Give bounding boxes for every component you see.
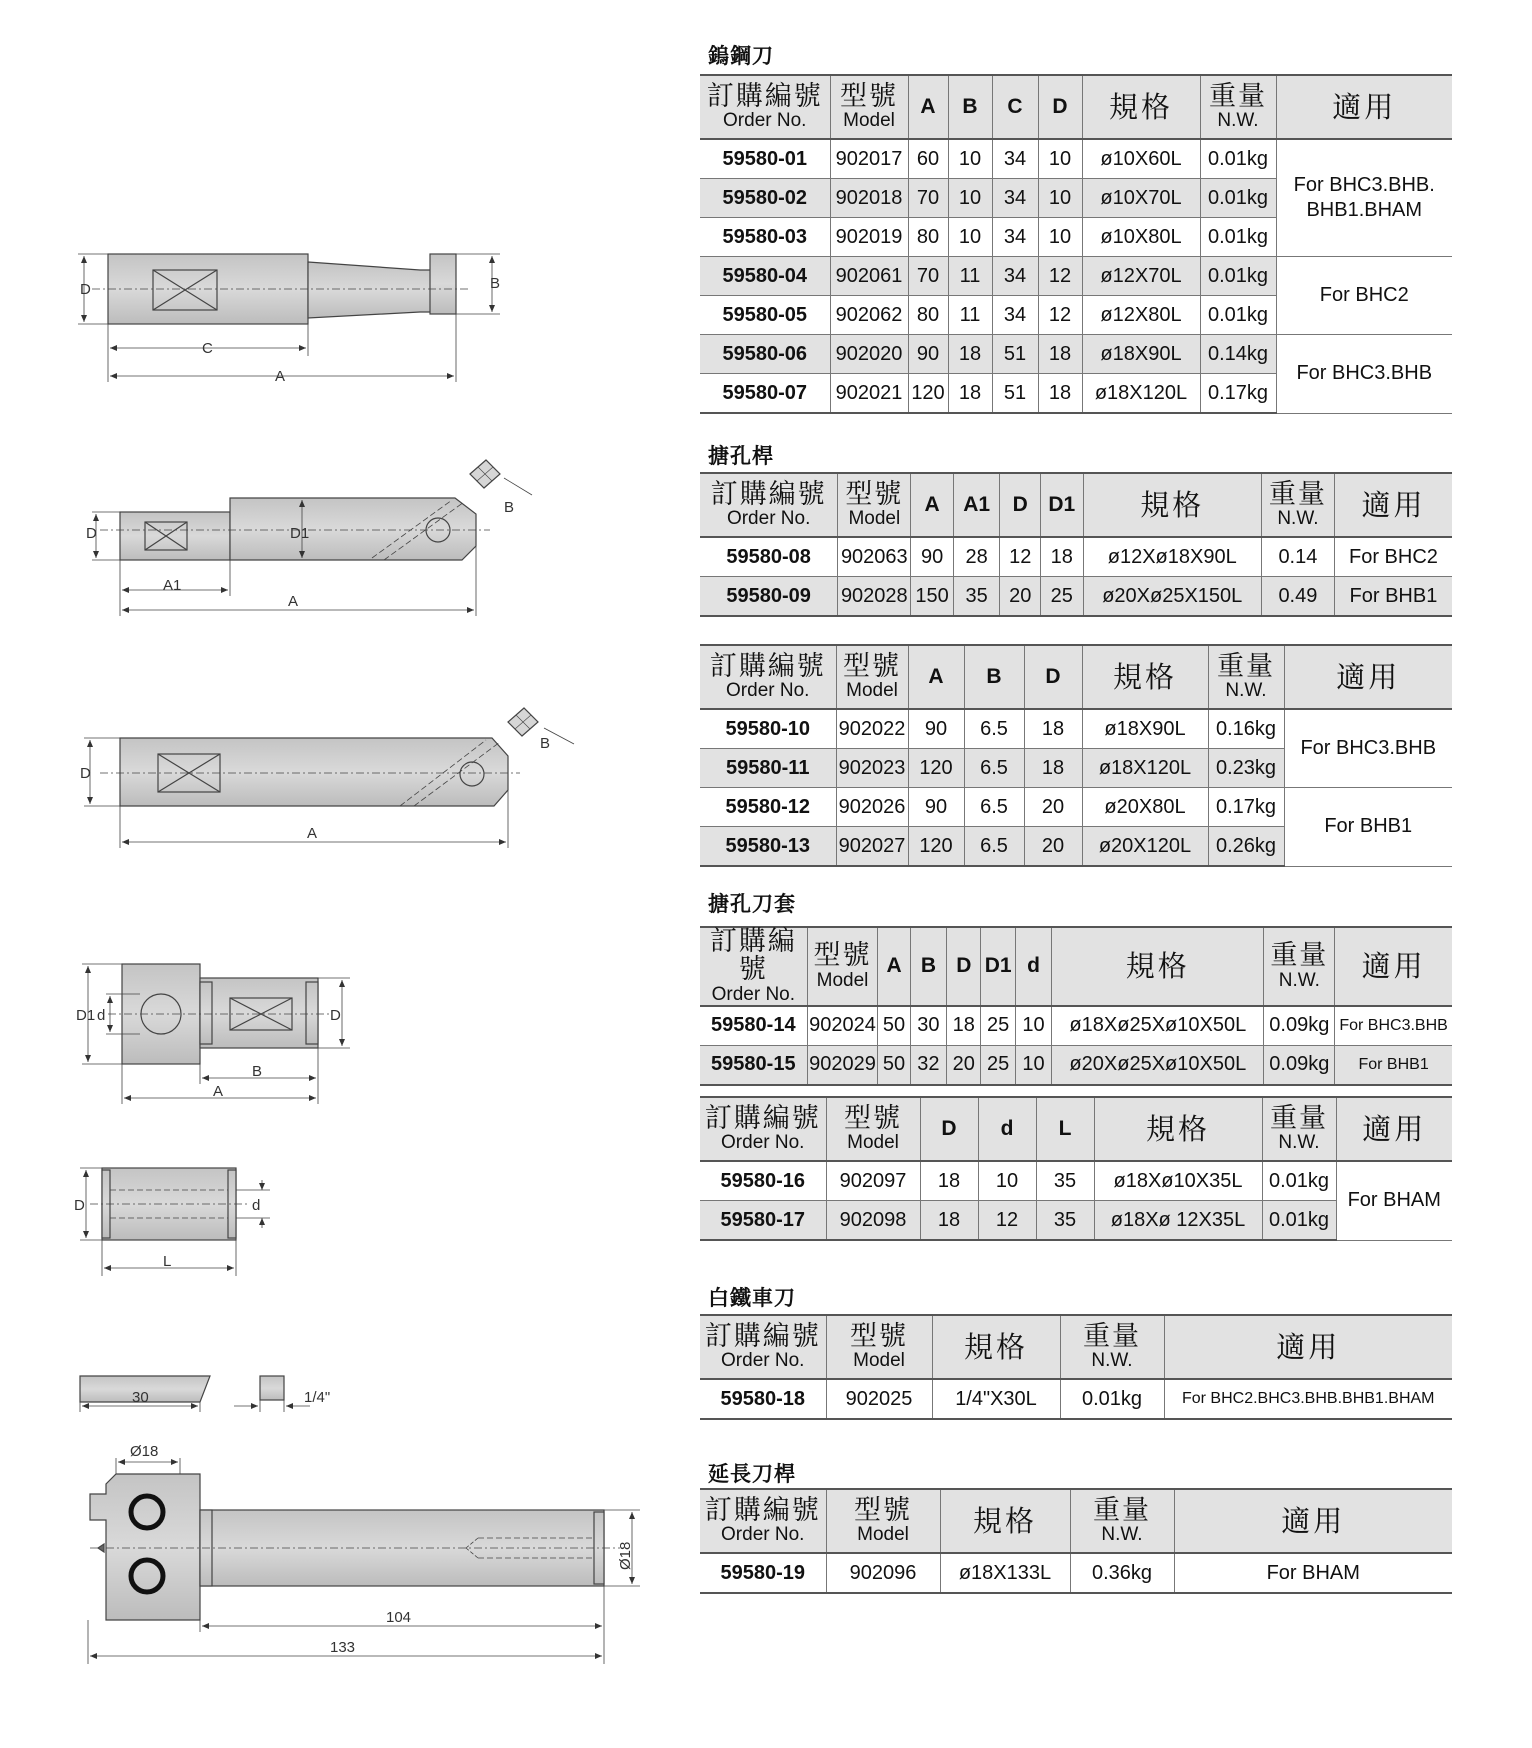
table-boring-bar-2: [700, 644, 1452, 867]
cell-weight: 0.01kg: [1262, 1201, 1336, 1241]
model-no: 902098: [826, 1201, 920, 1241]
cell-c: 51: [992, 335, 1038, 374]
col-d: D: [1038, 75, 1082, 139]
col-model: 型號 Model: [830, 75, 908, 139]
col-weight: 重量 N.W.: [1208, 645, 1284, 709]
col-apply: 適用: [1284, 645, 1452, 709]
order-no: 59580-15: [700, 1045, 807, 1085]
col-d1: D1: [981, 927, 1015, 1006]
dim-label: A1: [163, 577, 182, 594]
cell-weight: 0.26kg: [1208, 827, 1284, 867]
cell-apply: For BHAM: [1174, 1553, 1452, 1593]
cell-l: 35: [1036, 1201, 1094, 1241]
cell-a: 80: [908, 218, 948, 257]
table-row: [700, 1553, 1452, 1593]
col-d: D: [1000, 473, 1041, 537]
table-header: [700, 1097, 1452, 1161]
order-no: 59580-01: [700, 139, 830, 179]
cell-dd: 10: [978, 1161, 1036, 1201]
model-no: 902026: [836, 788, 908, 827]
table-row: [700, 537, 1452, 577]
dim-label: A: [275, 368, 286, 385]
cell-c: 34: [992, 296, 1038, 335]
col-model: 型號 Model: [838, 473, 911, 537]
cell-d1: 25: [1041, 577, 1084, 617]
cell-d: 12: [1000, 537, 1041, 577]
cell-dd: 12: [978, 1201, 1036, 1241]
order-no: 59580-12: [700, 788, 836, 827]
cell-spec: ø20Xø25Xø10X50L: [1052, 1045, 1264, 1085]
cell-dd: 10: [1015, 1006, 1051, 1046]
table-extension-shank: [700, 1488, 1452, 1594]
col-order: 訂購編號 Order No.: [700, 645, 836, 709]
order-no: 59580-18: [700, 1379, 826, 1419]
model-no: 902061: [830, 257, 908, 296]
col-d: D: [1024, 645, 1082, 709]
order-no: 59580-07: [700, 374, 830, 414]
cell-weight: 0.01kg: [1200, 257, 1276, 296]
order-no: 59580-16: [700, 1161, 826, 1201]
drawing-tool-bit: [80, 1376, 310, 1412]
cell-a: 120: [908, 749, 964, 788]
cell-b: 30: [910, 1006, 946, 1046]
section-title-tungsten: 鎢鋼刀: [708, 44, 774, 68]
cell-spec: ø18X120L: [1082, 749, 1208, 788]
cell-l: 35: [1036, 1161, 1094, 1201]
cell-b: 32: [910, 1045, 946, 1085]
cell-spec: ø18X90L: [1082, 709, 1208, 749]
order-no: 59580-19: [700, 1553, 826, 1593]
cell-spec: ø20Xø25X150L: [1083, 577, 1261, 617]
cell-spec: 1/4"X30L: [932, 1379, 1060, 1419]
cell-b: 10: [948, 139, 992, 179]
table-tungsten-tool: [700, 74, 1452, 414]
drawing-boring-bar-straight: [84, 708, 574, 848]
col-l: L: [1036, 1097, 1094, 1161]
model-no: 902019: [830, 218, 908, 257]
col-a: A: [908, 75, 948, 139]
cell-spec: ø10X80L: [1082, 218, 1200, 257]
cell-a: 90: [908, 788, 964, 827]
col-order: 訂購編號 Order No.: [700, 75, 830, 139]
cell-spec: ø18X120L: [1082, 374, 1200, 414]
table-row: [700, 709, 1452, 749]
cell-a: 90: [908, 335, 948, 374]
dim-label: A: [213, 1083, 224, 1100]
cell-apply: For BHC2: [1276, 257, 1452, 335]
cell-d: 18: [1038, 335, 1082, 374]
col-weight: 重量 N.W.: [1261, 473, 1334, 537]
table-header: [700, 1489, 1452, 1553]
col-apply: 適用: [1335, 927, 1452, 1006]
col-model: 型號 Model: [836, 645, 908, 709]
drawing-small-sleeve: [80, 1168, 270, 1276]
cell-weight: 0.17kg: [1208, 788, 1284, 827]
table-header: [700, 1315, 1452, 1379]
col-model: 型號 Model: [826, 1097, 920, 1161]
cell-weight: 0.14kg: [1200, 335, 1276, 374]
cell-a: 60: [908, 139, 948, 179]
model-no: 902022: [836, 709, 908, 749]
dim-label: C: [202, 340, 213, 357]
cell-d1: 18: [1041, 537, 1084, 577]
col-weight: 重量 N.W.: [1060, 1315, 1164, 1379]
cell-d1: 25: [981, 1006, 1015, 1046]
col-dd: d: [978, 1097, 1036, 1161]
cell-weight: 0.09kg: [1264, 1006, 1335, 1046]
order-no: 59580-08: [700, 537, 838, 577]
section-title-boring-sleeve: 搪孔刀套: [708, 892, 796, 916]
cell-apply: For BHB1: [1284, 788, 1452, 867]
cell-dd: 10: [1015, 1045, 1051, 1085]
cell-a: 70: [908, 179, 948, 218]
dim-label: D: [80, 281, 91, 298]
table-boring-bar: [700, 472, 1452, 617]
dim-label: B: [504, 499, 515, 516]
dim-label: Ø18: [130, 1443, 159, 1460]
col-order: 訂購編號 Order No.: [700, 1489, 826, 1553]
table-row: [700, 1045, 1452, 1085]
cell-spec: ø10X70L: [1082, 179, 1200, 218]
cell-weight: 0.49: [1261, 577, 1334, 617]
section-title-extension-shank: 延長刀桿: [708, 1462, 796, 1486]
cell-d: 18: [1038, 374, 1082, 414]
col-spec: 規格: [1052, 927, 1264, 1006]
col-apply: 適用: [1174, 1489, 1452, 1553]
cell-d: 20: [1000, 577, 1041, 617]
cell-b: 18: [948, 335, 992, 374]
dim-label: D: [74, 1197, 85, 1214]
cell-weight: 0.36kg: [1070, 1553, 1174, 1593]
col-a: A: [878, 927, 910, 1006]
dim-label: B: [540, 735, 551, 752]
cell-d: 18: [947, 1006, 981, 1046]
table-header: [700, 927, 1452, 1006]
cell-b: 18: [948, 374, 992, 414]
model-no: 902025: [826, 1379, 932, 1419]
cell-b: 6.5: [964, 709, 1024, 749]
cell-spec: ø12X80L: [1082, 296, 1200, 335]
order-no: 59580-13: [700, 827, 836, 867]
model-no: 902024: [807, 1006, 878, 1046]
section-title-boring-bar: 搪孔桿: [708, 444, 774, 468]
col-apply: 適用: [1164, 1315, 1452, 1379]
dim-label: d: [97, 1007, 106, 1024]
model-no: 902017: [830, 139, 908, 179]
table-row: [700, 1006, 1452, 1046]
col-spec: 規格: [1094, 1097, 1262, 1161]
table-hss-tool: [700, 1314, 1452, 1420]
col-model: 型號 Model: [807, 927, 878, 1006]
col-d: D: [920, 1097, 978, 1161]
model-no: 902018: [830, 179, 908, 218]
cell-c: 51: [992, 374, 1038, 414]
cell-weight: 0.01kg: [1200, 179, 1276, 218]
cell-spec: ø18X90L: [1082, 335, 1200, 374]
table-row: [700, 1161, 1452, 1201]
cell-apply: For BHC2: [1334, 537, 1452, 577]
table-row: [700, 577, 1452, 617]
cell-d1: 25: [981, 1045, 1015, 1085]
cell-b: 11: [948, 257, 992, 296]
cell-apply: For BHC3.BHB. BHB1.BHAM: [1276, 139, 1452, 257]
cell-d: 20: [1024, 827, 1082, 867]
dim-label: 1/4": [304, 1389, 331, 1406]
cell-d: 10: [1038, 179, 1082, 218]
order-no: 59580-05: [700, 296, 830, 335]
cell-weight: 0.17kg: [1200, 374, 1276, 414]
cell-d: 18: [920, 1201, 978, 1241]
col-spec: 規格: [1083, 473, 1261, 537]
order-no: 59580-11: [700, 749, 836, 788]
order-no: 59580-02: [700, 179, 830, 218]
cell-apply: For BHB1: [1335, 1045, 1452, 1085]
dim-label: d: [252, 1197, 261, 1214]
cell-spec: ø20X80L: [1082, 788, 1208, 827]
cell-apply: For BHC2.BHC3.BHB.BHB1.BHAM: [1164, 1379, 1452, 1419]
cell-spec: ø18Xø25Xø10X50L: [1052, 1006, 1264, 1046]
table-header: [700, 645, 1452, 709]
table-sleeve: [700, 1096, 1452, 1241]
cell-spec: ø18X133L: [940, 1553, 1070, 1593]
cell-b: 11: [948, 296, 992, 335]
col-d1: D1: [1041, 473, 1084, 537]
table-row: [700, 139, 1452, 179]
col-weight: 重量 N.W.: [1262, 1097, 1336, 1161]
dim-label: Ø18: [617, 1541, 634, 1570]
cell-spec: ø10X60L: [1082, 139, 1200, 179]
col-apply: 適用: [1336, 1097, 1452, 1161]
cell-d: 18: [1024, 749, 1082, 788]
order-no: 59580-10: [700, 709, 836, 749]
model-no: 902020: [830, 335, 908, 374]
col-a: A: [908, 645, 964, 709]
technical-drawings: [0, 0, 690, 1748]
cell-apply: For BHC3.BHB: [1284, 709, 1452, 788]
cell-a: 90: [911, 537, 954, 577]
cell-weight: 0.09kg: [1264, 1045, 1335, 1085]
cell-c: 34: [992, 257, 1038, 296]
cell-d: 20: [947, 1045, 981, 1085]
dim-label: D: [330, 1007, 341, 1024]
dim-label: L: [163, 1253, 172, 1270]
dim-label: B: [490, 275, 501, 292]
cell-spec: ø20X120L: [1082, 827, 1208, 867]
col-order: 訂購編號 Order No.: [700, 1097, 826, 1161]
cell-apply: For BHC3.BHB: [1335, 1006, 1452, 1046]
col-spec: 規格: [1082, 645, 1208, 709]
table-row: [700, 257, 1452, 296]
order-no: 59580-17: [700, 1201, 826, 1241]
cell-b: 10: [948, 218, 992, 257]
col-apply: 適用: [1334, 473, 1452, 537]
col-weight: 重量 N.W.: [1200, 75, 1276, 139]
cell-a: 80: [908, 296, 948, 335]
order-no: 59580-06: [700, 335, 830, 374]
model-no: 902027: [836, 827, 908, 867]
col-order: 訂購編號 Order No.: [700, 927, 807, 1006]
model-no: 902063: [838, 537, 911, 577]
dim-label: D1: [76, 1007, 96, 1024]
cell-a: 120: [908, 827, 964, 867]
cell-a: 150: [911, 577, 954, 617]
dim-label: D: [86, 525, 97, 542]
col-d: D: [947, 927, 981, 1006]
table-row: [700, 1379, 1452, 1419]
dim-label: 30: [132, 1389, 149, 1406]
model-no: 902029: [807, 1045, 878, 1085]
dim-label: D: [80, 765, 91, 782]
cell-a1: 28: [953, 537, 1000, 577]
cell-weight: 0.14: [1261, 537, 1334, 577]
cell-weight: 0.01kg: [1200, 296, 1276, 335]
cell-c: 34: [992, 179, 1038, 218]
cell-apply: For BHB1: [1334, 577, 1452, 617]
drawing-extension-shank: [88, 1458, 640, 1664]
table-boring-sleeve: [700, 926, 1452, 1086]
cell-c: 34: [992, 139, 1038, 179]
col-c: C: [992, 75, 1038, 139]
cell-weight: 0.23kg: [1208, 749, 1284, 788]
cell-d: 20: [1024, 788, 1082, 827]
model-no: 902096: [826, 1553, 940, 1593]
cell-weight: 0.01kg: [1060, 1379, 1164, 1419]
col-a1: A1: [953, 473, 1000, 537]
model-no: 902062: [830, 296, 908, 335]
cell-d: 12: [1038, 257, 1082, 296]
cell-spec: ø12X70L: [1082, 257, 1200, 296]
cell-b: 10: [948, 179, 992, 218]
cell-d: 12: [1038, 296, 1082, 335]
dim-label: B: [252, 1063, 263, 1080]
col-dd: d: [1015, 927, 1051, 1006]
col-b: B: [948, 75, 992, 139]
col-model: 型號 Model: [826, 1315, 932, 1379]
dim-label: D1: [290, 525, 310, 542]
cell-spec: ø18Xø10X35L: [1094, 1161, 1262, 1201]
order-no: 59580-14: [700, 1006, 807, 1046]
cell-d: 18: [1024, 709, 1082, 749]
drawing-tungsten-tool: [78, 254, 500, 382]
order-no: 59580-03: [700, 218, 830, 257]
col-weight: 重量 N.W.: [1264, 927, 1335, 1006]
cell-spec: ø12Xø18X90L: [1083, 537, 1261, 577]
col-b: B: [964, 645, 1024, 709]
dim-label: 104: [386, 1609, 412, 1626]
col-a: A: [911, 473, 954, 537]
col-order: 訂購編號 Order No.: [700, 1315, 826, 1379]
cell-a: 50: [878, 1006, 910, 1046]
col-spec: 規格: [932, 1315, 1060, 1379]
dim-label: 133: [330, 1639, 356, 1656]
cell-d: 10: [1038, 139, 1082, 179]
col-model: 型號 Model: [826, 1489, 940, 1553]
cell-weight: 0.01kg: [1262, 1161, 1336, 1201]
order-no: 59580-04: [700, 257, 830, 296]
cell-b: 6.5: [964, 827, 1024, 867]
section-title-hss-tool: 白鐵車刀: [708, 1286, 796, 1310]
cell-weight: 0.01kg: [1200, 139, 1276, 179]
table-row: [700, 788, 1452, 827]
col-order: 訂購編號 Order No.: [700, 473, 838, 537]
cell-a: 90: [908, 709, 964, 749]
cell-weight: 0.16kg: [1208, 709, 1284, 749]
cell-a: 120: [908, 374, 948, 414]
dim-label: A: [288, 593, 299, 610]
col-b: B: [910, 927, 946, 1006]
cell-weight: 0.01kg: [1200, 218, 1276, 257]
model-no: 902097: [826, 1161, 920, 1201]
cell-c: 34: [992, 218, 1038, 257]
cell-apply: For BHAM: [1336, 1161, 1452, 1240]
cell-d: 18: [920, 1161, 978, 1201]
table-header: [700, 75, 1452, 139]
model-no: 902023: [836, 749, 908, 788]
drawing-boring-bar: [92, 460, 532, 616]
cell-a1: 35: [953, 577, 1000, 617]
order-no: 59580-09: [700, 577, 838, 617]
cell-a: 70: [908, 257, 948, 296]
table-row: [700, 335, 1452, 374]
model-no: 902021: [830, 374, 908, 414]
cell-apply: For BHC3.BHB: [1276, 335, 1452, 414]
col-spec: 規格: [940, 1489, 1070, 1553]
cell-d: 10: [1038, 218, 1082, 257]
col-weight: 重量 N.W.: [1070, 1489, 1174, 1553]
cell-b: 6.5: [964, 749, 1024, 788]
cell-a: 50: [878, 1045, 910, 1085]
model-no: 902028: [838, 577, 911, 617]
dim-label: A: [307, 825, 318, 842]
table-header: [700, 473, 1452, 537]
col-apply: 適用: [1276, 75, 1452, 139]
col-spec: 規格: [1082, 75, 1200, 139]
cell-spec: ø18Xø 12X35L: [1094, 1201, 1262, 1241]
cell-b: 6.5: [964, 788, 1024, 827]
